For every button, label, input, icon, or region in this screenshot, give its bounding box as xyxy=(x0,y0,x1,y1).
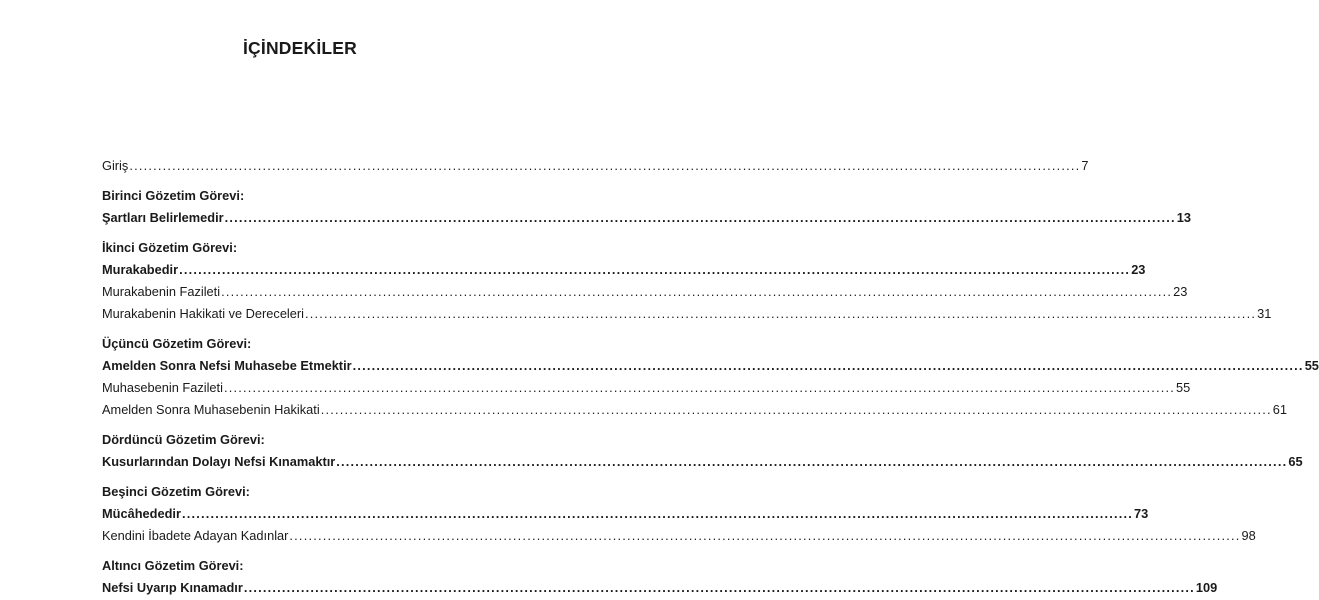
dot-leader: ........................................................................................................................................................................................................ xyxy=(224,210,1176,225)
toc-entry-page: 65 xyxy=(1288,454,1303,469)
toc-entry-page: 109 xyxy=(1195,580,1218,595)
dot-leader: ........................................................................................................................................................................................................ xyxy=(181,506,1134,521)
toc-entry-page: 7 xyxy=(1081,158,1089,173)
page-title: İÇİNDEKİLER xyxy=(242,38,357,58)
dot-leader: ........................................................................................................................................................................................................ xyxy=(243,580,1195,595)
toc-entry xyxy=(102,355,1319,377)
dot-leader: ........................................................................................................................................................................................................ xyxy=(336,454,1288,469)
toc-entry-label: Mücâhededir xyxy=(102,506,181,521)
toc-entry xyxy=(102,259,1146,281)
toc-entry-page: 31 xyxy=(1257,306,1272,321)
toc-entry xyxy=(102,399,1287,421)
toc-entry-label: Murakabedir xyxy=(102,262,179,277)
toc-entry-page: 23 xyxy=(1173,284,1188,299)
toc-entry-label: Murakabenin Hakikati ve Dereceleri xyxy=(102,306,304,321)
toc-section-heading: Dördüncü Gözetim Görevi: xyxy=(102,432,265,447)
dot-leader: ........................................................................................................................................................................................................ xyxy=(179,262,1131,277)
toc-entry-label: Nefsi Uyarıp Kınamadır xyxy=(102,580,243,595)
toc-section-heading: İkinci Gözetim Görevi: xyxy=(102,240,238,255)
toc-section xyxy=(102,237,1272,325)
toc-entry-label: Giriş xyxy=(102,158,129,173)
toc-entry-page: 61 xyxy=(1272,402,1287,417)
toc-entry xyxy=(102,525,1256,547)
dot-leader: ........................................................................................................................................................................................................ xyxy=(352,358,1304,373)
dot-leader: ........................................................................................................................................................................................................ xyxy=(223,380,1176,395)
toc-section xyxy=(102,481,1256,547)
toc-entry-page: 55 xyxy=(1176,380,1191,395)
dot-leader: ........................................................................................................................................................................................................ xyxy=(129,158,1081,173)
toc-entry-intro xyxy=(102,155,1089,177)
toc-entry-page: 13 xyxy=(1176,210,1191,225)
toc-section-heading: Altıncı Gözetim Görevi: xyxy=(102,558,244,573)
toc-entry-label: Murakabenin Fazileti xyxy=(102,284,221,299)
toc-entry xyxy=(102,303,1272,325)
toc-entry-label: Amelden Sonra Muhasebenin Hakikati xyxy=(102,402,320,417)
table-of-contents xyxy=(102,155,1319,599)
toc-entry xyxy=(102,207,1191,229)
toc-entry xyxy=(102,281,1188,303)
toc-section-heading: Birinci Gözetim Görevi: xyxy=(102,188,245,203)
toc-section xyxy=(102,333,1319,421)
dot-leader: ........................................................................................................................................................................................................ xyxy=(289,528,1241,543)
toc-entry xyxy=(102,377,1191,399)
toc-entry-label: Muhasebenin Fazileti xyxy=(102,380,223,395)
toc-section-heading: Üçüncü Gözetim Görevi: xyxy=(102,336,252,351)
dot-leader: ........................................................................................................................................................................................................ xyxy=(221,284,1173,299)
dot-leader: ........................................................................................................................................................................................................ xyxy=(305,306,1257,321)
toc-section xyxy=(102,185,1191,229)
toc-entry xyxy=(102,503,1149,525)
toc-section-heading: Beşinci Gözetim Görevi: xyxy=(102,484,250,499)
toc-entry-page: 55 xyxy=(1304,358,1319,373)
toc-entry xyxy=(102,451,1303,473)
toc-section xyxy=(102,429,1303,473)
toc-entry-label: Kusurlarından Dolayı Nefsi Kınamaktır xyxy=(102,454,336,469)
toc-section xyxy=(102,555,1218,599)
toc-entry-label: Amelden Sonra Nefsi Muhasebe Etmektir xyxy=(102,358,352,373)
toc-entry-page: 23 xyxy=(1131,262,1146,277)
dot-leader: ........................................................................................................................................................................................................ xyxy=(320,402,1272,417)
toc-entry xyxy=(102,577,1218,599)
toc-entry-page: 98 xyxy=(1241,528,1256,543)
toc-entry-page: 73 xyxy=(1134,506,1149,521)
toc-entry-label: Şartları Belirlemedir xyxy=(102,210,224,225)
toc-entry-label: Kendini İbadete Adayan Kadınlar xyxy=(102,528,289,543)
